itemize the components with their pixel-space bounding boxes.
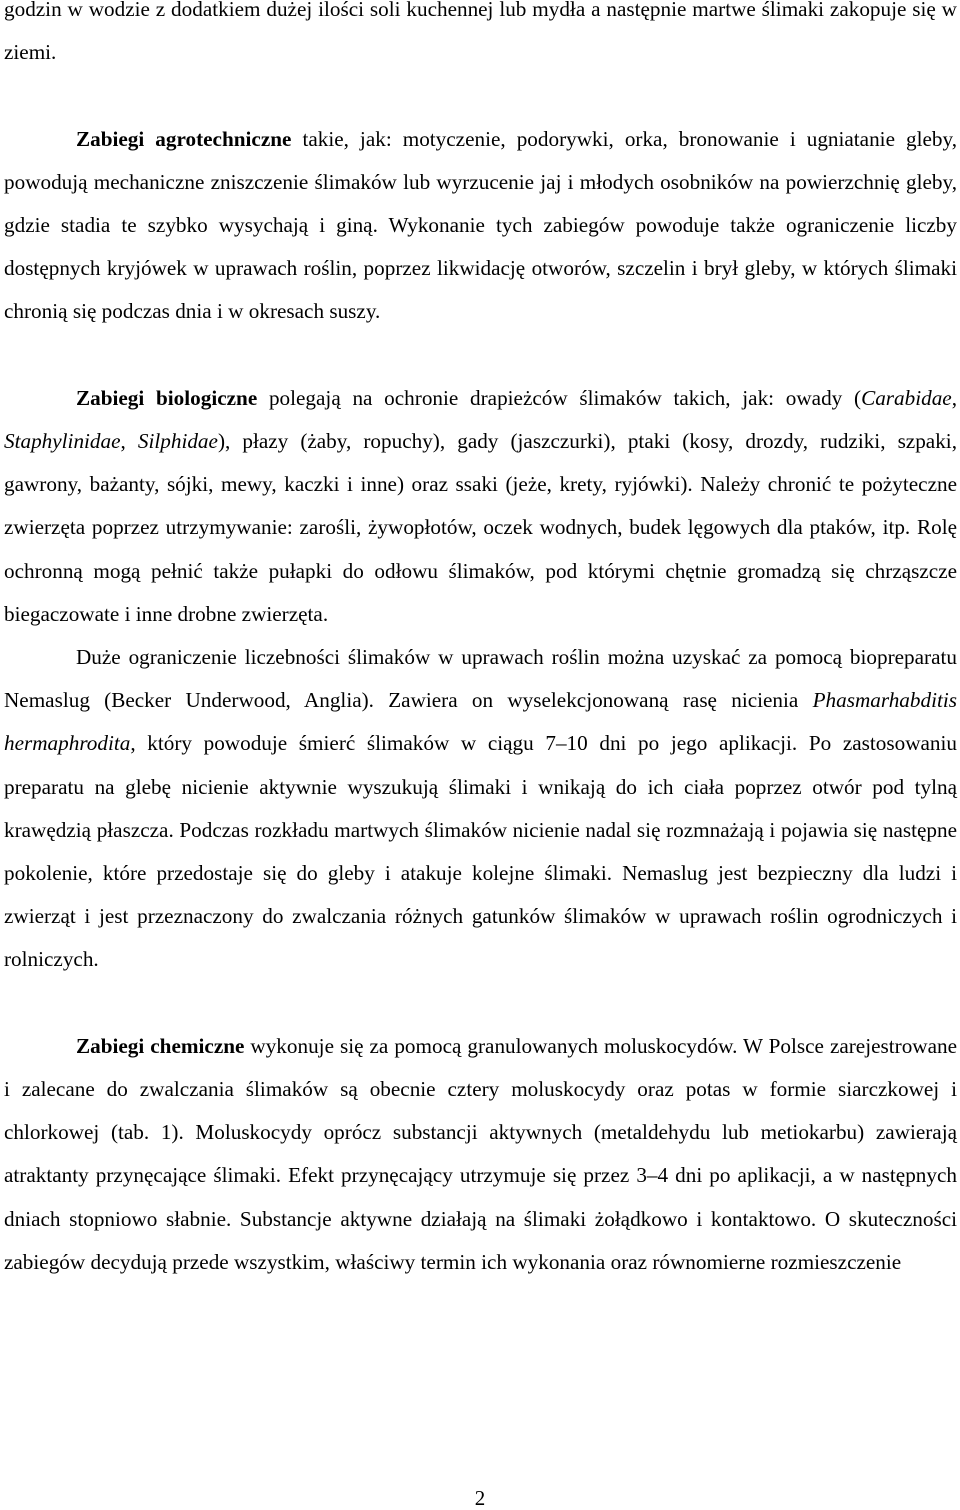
body-text: takie, jak: motyczenie, podorywki, orka, bronowanie i ugniatanie gleby, powodują mechaniczne zniszczenie ślimaków lub wyrzucenie jaj i młodych osobników na powierzchnię gleby, gdzie stadia te szybko wysychają i giną. Wykonanie tych zabiegów powoduje także ograniczenie liczby dostępnych kryjówek w uprawach roślin, poprzez likwidację otworów, szczelin i brył gleby, w których ślimaki chronią się podczas dnia i w okresach suszy. [4,126,957,324]
paragraph-gap [4,74,957,117]
body-text: ), płazy (żaby, ropuchy), gady (jaszczurki), ptaki (kosy, drozdy, rudziki, szpaki, gawrony, bażanty, sójki, mewy, kaczki i inne) oraz ssaki (jeże, krety, ryjówki). Należy chronić te pożyteczne zwierzęta poprzez utrzymywanie: zarośli, żywopłotów, oczek wodnych, budek lęgowych dla ptaków, itp. Rolę ochronną mogą pełnić także pułapki do odłowu ślimaków, pod którymi chętnie gromadzą się chrząszcze biegaczowate i inne drobne zwierzęta. [4,429,957,626]
body-text: , który powoduje śmierć ślimaków w ciągu 7–10 dni po jego aplikacji. Po zastosowaniu preparatu na glebę nicienie aktywnie wyszukują ślimaki i wnikają do ich ciała poprzez otwór pod tylną krawędzią płaszcza. Podczas rozkładu martwych ślimaków nicienie nadal się rozmnażają i pojawia się następne pokolenie, które przedostaje się do gleby i atakuje kolejne ślimaki. Nemaslug jest bezpieczny dla ludzi i zwierząt i jest przeznaczony do zwalczania różnych gatunków ślimaków w uprawach roślin ogrodniczych i rolniczych. [4,731,957,972]
body-text: , [951,385,957,410]
paragraph-p3 [4,636,957,982]
paragraph-p1 [4,118,957,334]
document-body [4,0,957,1284]
italic-term: Staphylinidae [4,429,121,453]
italic-term: Silphidae [137,429,218,453]
page-number: 2 [474,1486,486,1510]
section-heading-text: Zabiegi agrotechniczne [76,126,292,151]
section-heading-text: Zabiegi chemiczne [76,1033,245,1058]
body-text: wykonuje się za pomocą granulowanych moluskocydów. W Polsce zarejestrowane i zalecane do zwalczania ślimaków są obecnie cztery moluskocydy oraz potas w formie siarczkowej i chlorkowej (tab. 1). Moluskocydy oprócz substancji aktywnych (metaldehydu lub metiokarbu) zawierają atraktanty przynęcające ślimaki. Efekt przynęcający utrzymuje się przez 3–4 dni po aplikacji, a w następnych dniach stopniowo słabnie. Substancje aktywne działają na ślimaki żołądkowo i kontaktowo. O skuteczności zabiegów decydują przede wszystkim, właściwy termin ich wykonania oraz równomierne rozmieszczenie [4,1033,957,1274]
paragraph-gap [4,982,957,1025]
paragraph-p2 [4,377,957,636]
italic-term: Carabidae [861,385,952,410]
body-text: Duże ograniczenie liczebności ślimaków w uprawach roślin można uzyskać za pomocą biopreparatu Nemaslug (Becker Underwood, Anglia). Zawiera on wyselekcjonowaną rasę nicienia [4,645,957,713]
body-text: , [120,429,138,453]
body-text: polegają na ochronie drapieżców ślimaków takich, jak: owady ( [257,385,862,410]
paragraph-gap [4,334,957,377]
body-text: godzin w wodzie z dodatkiem dużej ilości soli kuchennej lub mydła a następnie martwe ślimaki zakopuje się w ziemi. [4,0,957,65]
paragraph-p4 [4,1025,957,1284]
paragraph-p0 [4,0,957,74]
section-heading-text: Zabiegi biologiczne [76,385,258,410]
italic-term: Phasmarhabditis hermaphrodita [4,688,957,756]
